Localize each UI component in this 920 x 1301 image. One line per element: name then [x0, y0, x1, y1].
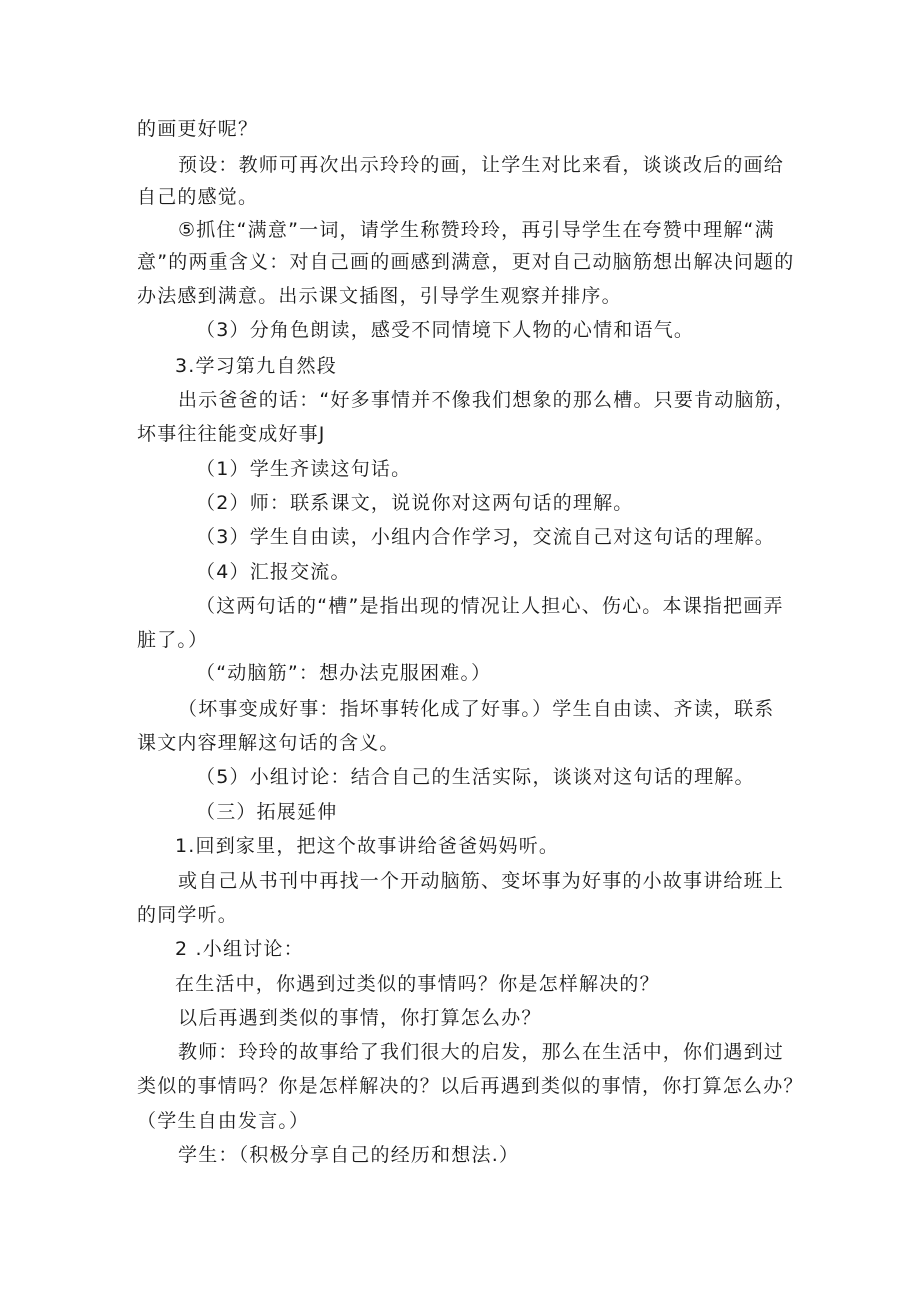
section-heading: （三）拓展延伸: [196, 801, 338, 823]
text-line: 坏事往往能变成好事J: [137, 423, 326, 445]
text-line: ⑤抓住“满意”一词，请学生称赞玲玲，再引导学生在夸赞中理解“满: [178, 219, 775, 241]
list-item: （2）师：联系课文，说说你对这两句话的理解。: [196, 492, 634, 514]
text-line: 脏了。）: [137, 629, 209, 651]
text-line: 课文内容理解这句话的含义。: [137, 732, 400, 754]
section-heading: 3.学习第九自然段: [175, 355, 337, 377]
text-line: 教师：玲玲的故事给了我们很大的启发，那么在生活中，你们遇到过: [178, 1041, 785, 1063]
text-line: 自己的感觉。: [137, 186, 259, 208]
list-item: （1）学生齐读这句话。: [196, 458, 412, 480]
text-line: （3）分角色朗读，感受不同情境下人物的心情和语气。: [196, 319, 695, 341]
text-line: 的画更好呢？: [137, 118, 259, 140]
text-line: 在生活中，你遇到过类似的事情吗？你是怎样解决的？: [175, 973, 660, 995]
list-item: （4）汇报交流。: [196, 561, 351, 583]
text-line: （坏事变成好事：指坏事转化成了好事。）学生自由读、齐读，联系: [178, 698, 775, 720]
text-line: （学生自由发言。）: [137, 1110, 310, 1132]
text-line: 的同学听。: [137, 904, 239, 926]
list-item: 2 .小组讨论：: [175, 938, 304, 960]
text-line: 意”的两重含义：对自己画的画感到满意，更对自己动脑筋想出解决问题的: [137, 251, 795, 273]
text-line: （“动脑筋”：想办法克服困难。）: [196, 662, 492, 684]
list-item: 1.回到家里，把这个故事讲给爸爸妈妈听。: [175, 835, 560, 857]
list-item: （3）学生自由读，小组内合作学习，交流自己对这句话的理解。: [196, 526, 775, 548]
text-line: 预设：教师可再次出示玲玲的画，让学生对比来看，谈谈改后的画给: [178, 154, 785, 176]
text-line: （这两句话的“槽”是指出现的情况让人担心、伤心。本课指把画弄: [196, 595, 784, 617]
list-item: （5）小组讨论：结合自己的生活实际，谈谈对这句话的理解。: [196, 766, 755, 788]
text-line: 或自己从书刊中再找一个开动脑筋、变坏事为好事的小故事讲给班上: [178, 870, 785, 892]
text-line: 以后再遇到类似的事情，你打算怎么办？: [178, 1007, 542, 1029]
text-line: 学生：（积极分享自己的经历和想法.）: [178, 1144, 520, 1166]
text-line: 办法感到满意。出示课文插图，引导学生观察并排序。: [137, 285, 622, 307]
text-line: 类似的事情吗？你是怎样解决的？以后再遇到类似的事情，你打算怎么办？: [137, 1075, 804, 1097]
text-line: 出示爸爸的话：“好多事情并不像我们想象的那么槽。只要肯动脑筋，: [178, 389, 796, 411]
